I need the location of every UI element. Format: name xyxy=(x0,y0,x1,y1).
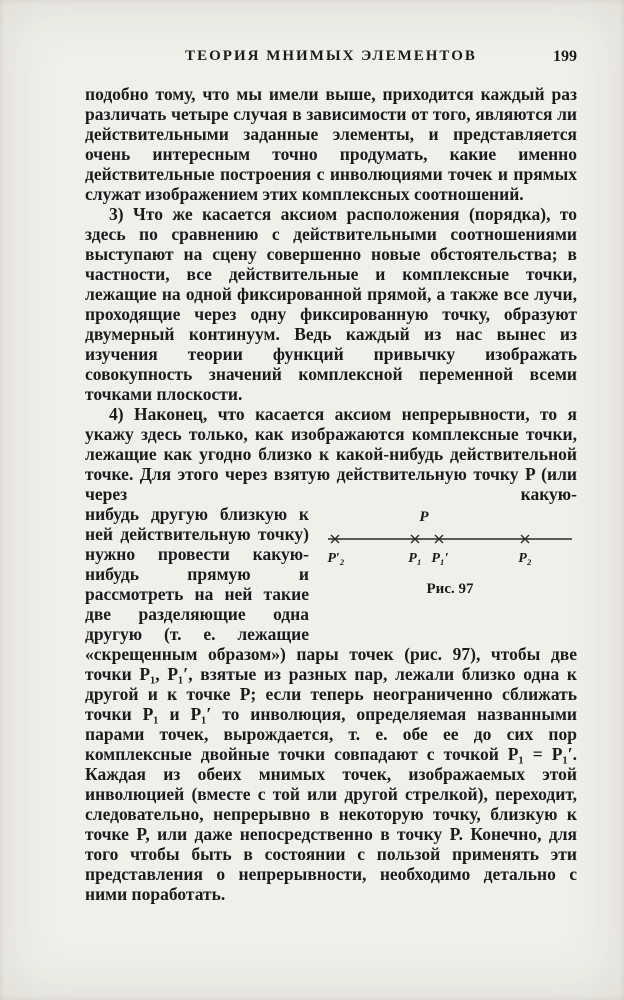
paragraph-2: 3) Что же касается аксиом расположения (порядка), то здесь по сравнению с действительными соотношениями выступают на сцену совершенно новые обстоятельства; в частности, все действительные и комплексные точки, лежащие на одной фиксированной прямой, а также все лучи, проходящие через одну фиксированную точку, образуют двумерный континуум. Ведь каждый из нас вынес из изучения теории функций привычку изображать совокупность значений комплексной переменной всеми точками плоскости. xyxy=(85,204,577,404)
paragraph-3-part-a: 4) Наконец, что касается аксиом непрерывности, то я укажу здесь только, как изображаются комплексные точки, лежащие как угодно близко к какой-нибудь действительной точке. Для этого через взятую действительную точку P (или через какую- xyxy=(85,404,577,504)
page-body xyxy=(85,84,577,904)
running-title: ТЕОРИЯ МНИМЫХ ЭЛЕМЕНТОВ xyxy=(185,48,477,64)
page-header xyxy=(85,48,577,70)
paragraph-3-part-b: нибудь другую близкую к ней действительную точку) нужно провести какую-нибудь прямую и рассмотреть на ней такие две разделяющие одна другую (т. е. лежащие «скрещенным образом») пары точек (рис. 97), чтобы две точки P₁, P₁′, взятые из разных пар, лежали близко одна к другой и к точке P; если теперь неограниченно сближать точки P₁ и P₁′ то инволюция, определяемая названными парами точек, вырождается, т. е. обе ее до сих пор комплексные двойные точки совпадают с точкой P₁ = P₁′. Каждая из обеих мнимых точек, изображаемых этой инволюцией (вместе с той или другой стрелкой), переходит, следовательно, непрерывно в некоторую точку, близкую к точке P, или даже непосредственно в точку P. Конечно, для того чтобы быть в состоянии с пользой применять эти представления о непрерывности, необходимо детально с ними поработать. xyxy=(85,504,577,904)
page-number: 199 xyxy=(553,48,577,65)
figure-point-p1-label: P₁ xyxy=(408,551,422,566)
figure-97 xyxy=(323,506,577,625)
figure-point-p1-prime-label: P₁′ xyxy=(431,551,449,566)
paragraph-3-part-b-block xyxy=(85,504,577,904)
figure-caption: Рис. 97 xyxy=(426,581,474,597)
figure-97-drawing xyxy=(325,506,575,574)
figure-point-p-label: P xyxy=(419,509,429,525)
figure-point-p2-prime-label: P′₂ xyxy=(327,551,345,566)
paragraph-1: подобно тому, что мы имели выше, приходится каждый раз различать четыре случая в зависимости от того, являются ли действительными заданные элементы, и представляется очень интересным точно продумать, какие именно действительные построения с инволюциями точек и прямых служат изображением этих комплексных соотношений. xyxy=(85,84,577,204)
figure-point-p2-label: P₂ xyxy=(518,551,532,566)
